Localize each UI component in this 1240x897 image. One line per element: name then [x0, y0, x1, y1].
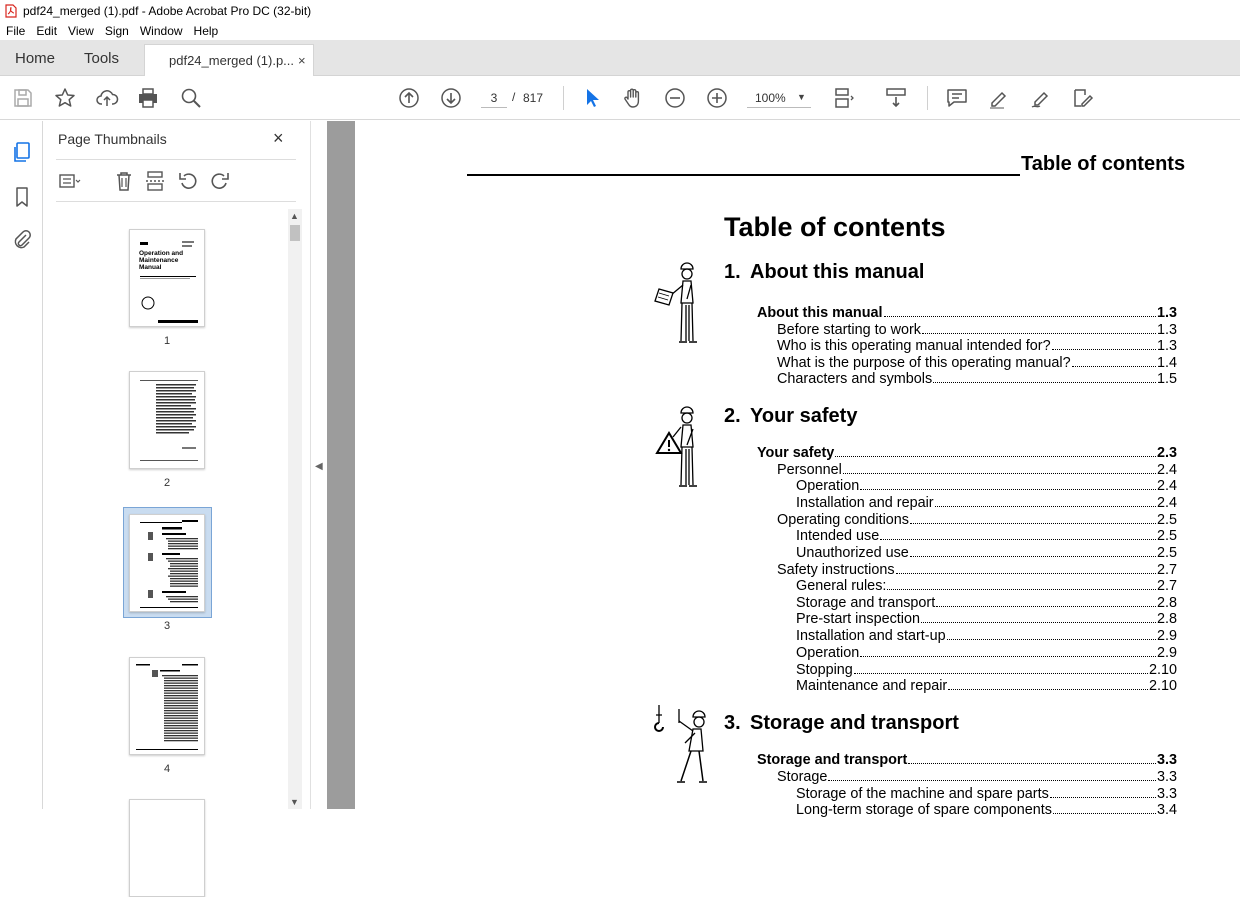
- toc-entry-label: Operation: [796, 645, 860, 661]
- section-number: 1.: [724, 261, 741, 283]
- menu-file[interactable]: File: [6, 24, 26, 38]
- toc-entry[interactable]: [796, 494, 1177, 511]
- save-icon[interactable]: [11, 86, 35, 110]
- toc-leader-dots: [843, 473, 1156, 474]
- toc-entry[interactable]: [796, 610, 1177, 627]
- toc-entry-page: 2.5: [1156, 545, 1177, 561]
- page-thumbnail-4[interactable]: [129, 657, 205, 755]
- menu-help[interactable]: Help: [193, 24, 219, 38]
- toc-leader-dots: [860, 656, 1156, 657]
- toc-entry[interactable]: [796, 801, 1177, 818]
- tab-home[interactable]: Home: [15, 50, 56, 67]
- document-canvas: [327, 121, 1240, 818]
- toc-entry-label: Unauthorized use: [796, 545, 909, 561]
- worker-reading-manual-illustration: [653, 263, 701, 350]
- thumbnail-number: 1: [163, 335, 171, 347]
- toc-leader-dots: [1072, 366, 1156, 367]
- toc-entry[interactable]: [796, 544, 1177, 561]
- toc-entry-label: Your safety: [757, 445, 835, 461]
- toc-entry-page: 2.4: [1156, 478, 1177, 494]
- page-thumbnails-panel: [43, 121, 310, 809]
- main-toolbar: [0, 76, 1240, 120]
- toc-entry-label: Who is this operating manual intended for?: [777, 338, 1051, 354]
- toc-leader-dots: [884, 316, 1156, 317]
- toc-entry-page: 2.10: [1148, 662, 1177, 678]
- scrollbar-thumb[interactable]: [290, 225, 300, 241]
- panel-divider: [56, 201, 296, 202]
- page-total: 817: [523, 91, 544, 105]
- scroll-up-icon[interactable]: ▲: [290, 211, 299, 221]
- toc-entry[interactable]: [796, 477, 1177, 494]
- toc-entry[interactable]: [777, 461, 1177, 478]
- zoom-dropdown[interactable]: [747, 88, 811, 108]
- cloud-upload-icon[interactable]: [95, 86, 119, 110]
- toc-leader-dots: [887, 589, 1156, 590]
- toc-entry-label: Storage and transport: [757, 752, 908, 768]
- toc-entry-label: Operation: [796, 478, 860, 494]
- menu-edit[interactable]: Edit: [36, 24, 58, 38]
- toc-leader-dots: [896, 573, 1156, 574]
- toc-entry-page: 2.5: [1156, 512, 1177, 528]
- bookmarks-icon[interactable]: [10, 185, 34, 209]
- tab-close-icon[interactable]: ×: [298, 53, 306, 68]
- print-icon[interactable]: [136, 86, 160, 110]
- scrolling-mode-icon[interactable]: [884, 86, 908, 110]
- section-title: Storage and transport: [750, 712, 959, 734]
- toc-entry-page: 1.3: [1156, 338, 1177, 354]
- toc-leader-dots: [1053, 813, 1156, 814]
- select-arrow-icon[interactable]: [580, 86, 604, 110]
- toc-entry-label: Installation and start-up: [796, 628, 946, 644]
- toc-entry-page: 2.4: [1156, 462, 1177, 478]
- toc-entry-page: 1.4: [1156, 355, 1177, 371]
- panel-title: Page Thumbnails: [58, 131, 167, 147]
- page-number-input[interactable]: [481, 88, 507, 108]
- toc-entry[interactable]: [796, 785, 1177, 802]
- highlight-pen-icon[interactable]: [987, 86, 1011, 110]
- rotate-counterclockwise-icon[interactable]: [176, 169, 200, 193]
- chevron-down-icon: ▼: [797, 92, 806, 102]
- toc-leader-dots: [910, 523, 1156, 524]
- toc-entry-label: Stopping: [796, 662, 853, 678]
- hand-tool-icon[interactable]: [621, 86, 645, 110]
- zoom-value: 100%: [755, 91, 786, 105]
- toc-entry[interactable]: [757, 444, 1177, 461]
- page-thumbnail-2[interactable]: [129, 371, 205, 469]
- toc-entry[interactable]: [777, 354, 1177, 371]
- toc-title: Table of contents: [724, 212, 946, 242]
- toc-entry-label: Personnel: [777, 462, 842, 478]
- menu-window[interactable]: Window: [139, 24, 183, 38]
- toc-entry-page: 2.8: [1156, 595, 1177, 611]
- thumbnail-1-caption: Operation and Maintenance Manual: [139, 250, 184, 271]
- toc-leader-dots: [854, 673, 1148, 674]
- toc-entry-label: Intended use: [796, 528, 880, 544]
- toc-leader-dots: [948, 689, 1148, 690]
- panel-toolbar: [56, 165, 296, 197]
- toc-entry-label: Pre-start inspection: [796, 611, 920, 627]
- section-heading-3: [724, 712, 959, 735]
- toc-entry[interactable]: [757, 304, 1177, 321]
- zoom-in-icon[interactable]: [705, 86, 729, 110]
- toc-leader-dots: [935, 506, 1156, 507]
- toc-entry[interactable]: [777, 561, 1177, 578]
- toc-entry[interactable]: [796, 661, 1177, 678]
- scroll-down-icon[interactable]: ▼: [290, 797, 299, 807]
- toc-entry[interactable]: [777, 511, 1177, 528]
- section-title: About this manual: [750, 261, 925, 283]
- toc-leader-dots: [908, 763, 1156, 764]
- toc-entry-page: 2.7: [1156, 562, 1177, 578]
- toc-leader-dots: [947, 639, 1156, 640]
- toc-entry[interactable]: [796, 577, 1177, 594]
- section-heading-1: [724, 261, 924, 284]
- toc-entry-page: 2.8: [1156, 611, 1177, 627]
- toc-leader-dots: [835, 456, 1156, 457]
- tab-document-label: pdf24_merged (1).p...: [169, 53, 295, 68]
- thumbnail-scrollbar[interactable]: [288, 209, 302, 809]
- thumbnail-list: [43, 209, 288, 809]
- toc-entry-page: 3.3: [1156, 752, 1177, 768]
- toc-entry-page: 2.10: [1148, 678, 1177, 694]
- left-navigation-rail: [0, 121, 43, 809]
- toc-entry-label: Installation and repair: [796, 495, 934, 511]
- section-number: 2.: [724, 405, 741, 427]
- toc-entry[interactable]: [796, 677, 1177, 694]
- toc-entry-label: Characters and symbols: [777, 371, 933, 387]
- thumbnail-options-icon[interactable]: [58, 169, 82, 193]
- toc-entry-page: 2.3: [1156, 445, 1177, 461]
- close-icon[interactable]: ×: [273, 128, 284, 148]
- toc-leader-dots: [828, 780, 1156, 781]
- section-title: Your safety: [750, 405, 858, 427]
- toc-entry[interactable]: [796, 644, 1177, 661]
- toc-entry-label: General rules:: [796, 578, 887, 594]
- toc-entry-label: Long-term storage of spare components: [796, 802, 1052, 818]
- toc-leader-dots: [880, 539, 1156, 540]
- toolbar-divider: [927, 86, 928, 110]
- section-heading-2: [724, 405, 857, 428]
- rotate-clockwise-icon[interactable]: [208, 169, 232, 193]
- toc-leader-dots: [860, 489, 1156, 490]
- toc-entry-page: 2.4: [1156, 495, 1177, 511]
- toc-entry-page: 2.7: [1156, 578, 1177, 594]
- toc-entry-page: 3.4: [1156, 802, 1177, 818]
- fill-sign-icon[interactable]: [1071, 86, 1095, 110]
- header-rule: [467, 174, 1020, 176]
- toc-entry-page: 1.5: [1156, 371, 1177, 387]
- page-display-icon[interactable]: [832, 86, 856, 110]
- toc-entry-label: Storage and transport: [796, 595, 936, 611]
- toc-entry-label: Storage of the machine and spare parts: [796, 786, 1049, 802]
- thumbnail-number: 3: [163, 620, 171, 632]
- page-thumbnails-icon[interactable]: [10, 140, 34, 164]
- toc-entry[interactable]: [796, 594, 1177, 611]
- page-thumbnail-5[interactable]: [129, 799, 205, 897]
- page-header-title: Table of contents: [1021, 153, 1186, 175]
- sign-pen-icon[interactable]: [1029, 86, 1053, 110]
- toc-entry-page: 2.9: [1156, 645, 1177, 661]
- toc-entry-label: Safety instructions: [777, 562, 895, 578]
- previous-page-icon[interactable]: [397, 86, 421, 110]
- thumbnail-number: 2: [163, 477, 171, 489]
- toc-leader-dots: [910, 556, 1156, 557]
- toc-entry-label: Maintenance and repair: [796, 678, 948, 694]
- panel-collapse-gutter[interactable]: [310, 121, 327, 809]
- toc-entry-page: 2.5: [1156, 528, 1177, 544]
- toc-entry-page: 1.3: [1156, 322, 1177, 338]
- insert-page-icon[interactable]: [144, 169, 168, 193]
- toc-entry-label: What is the purpose of this operating manual?: [777, 355, 1071, 371]
- page-separator: /: [512, 90, 516, 104]
- menu-view[interactable]: View: [68, 24, 94, 38]
- toc-entry[interactable]: [777, 370, 1177, 387]
- next-page-icon[interactable]: [439, 86, 463, 110]
- page-thumbnail-1[interactable]: [129, 229, 205, 327]
- toc-entry[interactable]: [777, 321, 1177, 338]
- toc-leader-dots: [1052, 349, 1156, 350]
- thumbnail-number: 4: [163, 763, 171, 775]
- toc-entry-label: Storage: [777, 769, 828, 785]
- title-bar: [0, 0, 1240, 22]
- panel-divider: [56, 159, 296, 160]
- delete-trash-icon[interactable]: [112, 169, 136, 193]
- tab-tools[interactable]: Tools: [84, 50, 120, 67]
- pdf-page: [355, 121, 1240, 818]
- toc-leader-dots: [922, 333, 1156, 334]
- toc-entry-page: 2.9: [1156, 628, 1177, 644]
- toolbar-divider: [563, 86, 564, 110]
- toc-entry-page: 3.3: [1156, 769, 1177, 785]
- window-title: pdf24_merged (1).pdf - Adobe Acrobat Pro DC (32-bit): [23, 4, 312, 18]
- worker-warning-sign-illustration: [655, 407, 703, 494]
- tab-document[interactable]: [144, 44, 314, 77]
- worker-crane-hook-illustration: [653, 703, 709, 792]
- toc-entry[interactable]: [796, 527, 1177, 544]
- toc-leader-dots: [936, 606, 1156, 607]
- toc-entry-page: 1.3: [1156, 305, 1177, 321]
- toc-leader-dots: [933, 382, 1156, 383]
- menu-sign[interactable]: Sign: [104, 24, 129, 38]
- find-zoom-icon[interactable]: [179, 86, 203, 110]
- toc-entry[interactable]: [757, 751, 1177, 768]
- toc-entry-label: About this manual: [757, 305, 883, 321]
- toc-leader-dots: [921, 622, 1156, 623]
- bookmark-star-icon[interactable]: [53, 86, 77, 110]
- collapse-panel-icon[interactable]: ◀: [315, 461, 323, 472]
- menu-bar: [0, 22, 1240, 40]
- comment-icon[interactable]: [945, 86, 969, 110]
- toc-entry[interactable]: [796, 627, 1177, 644]
- page-thumbnail-3[interactable]: [129, 514, 205, 612]
- toc-leader-dots: [1050, 797, 1156, 798]
- toc-entry-page: 3.3: [1156, 786, 1177, 802]
- toc-entry[interactable]: [777, 337, 1177, 354]
- toc-entry[interactable]: [777, 768, 1177, 785]
- acrobat-pdf-icon: [4, 4, 18, 18]
- toc-entry-label: Before starting to work: [777, 322, 921, 338]
- attachments-paperclip-icon[interactable]: [10, 228, 34, 252]
- tab-bar: [0, 40, 1240, 76]
- section-number: 3.: [724, 712, 741, 734]
- zoom-out-icon[interactable]: [663, 86, 687, 110]
- toc-entry-label: Operating conditions: [777, 512, 909, 528]
